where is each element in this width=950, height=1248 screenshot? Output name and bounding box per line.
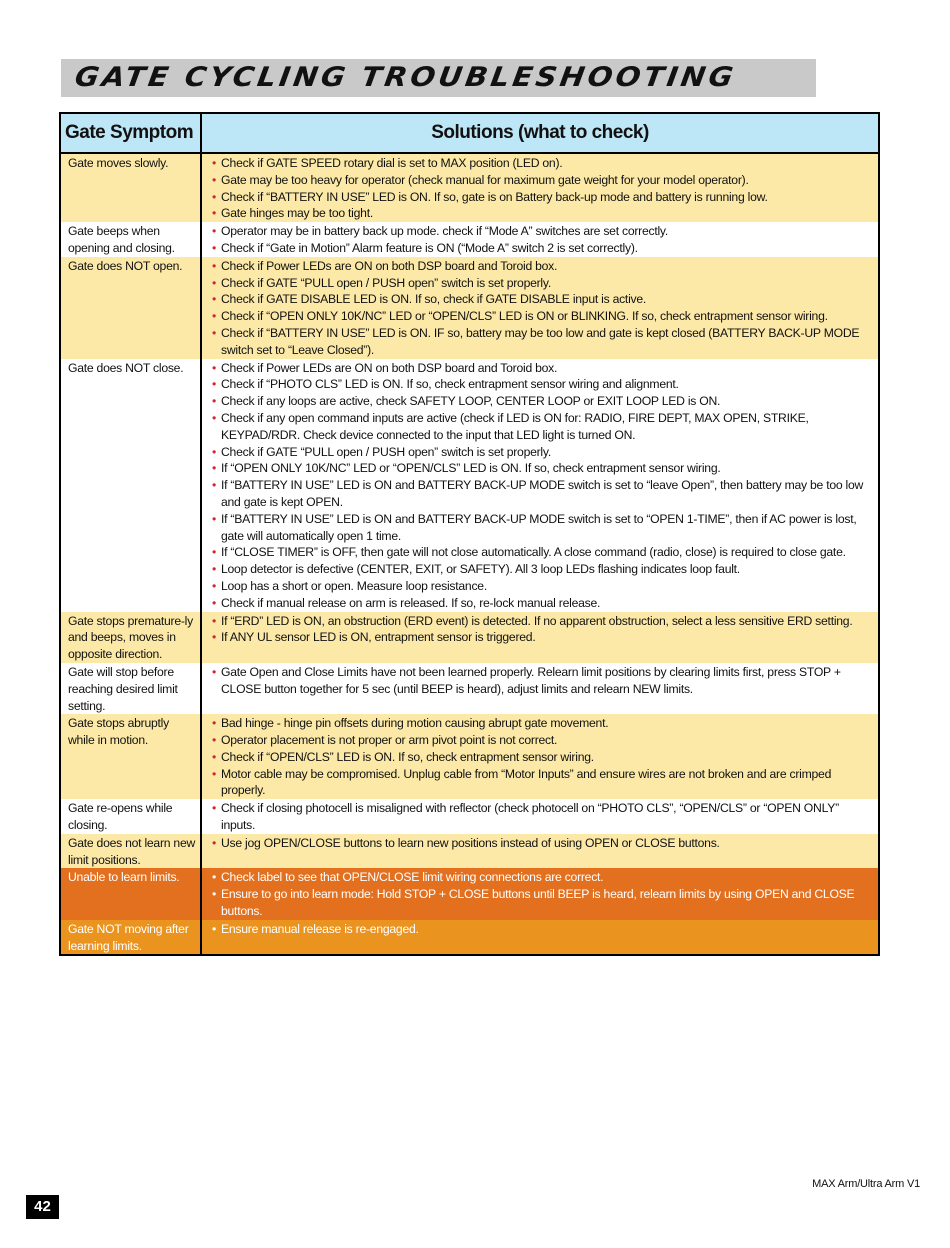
title-bar [61, 59, 816, 97]
solution-item: • If “BATTERY IN USE” LED is ON and BATTERY BACK-UP MODE switch is set to “leave Open”, then battery may be too low and gate is kept OPEN. [212, 477, 876, 511]
table-row [61, 257, 878, 359]
solution-item: • Check if “BATTERY IN USE” LED is ON. If so, gate is on Battery back-up mode and battery is running low. [212, 189, 876, 206]
page-number: 42 [26, 1195, 59, 1219]
solution-item: • If “OPEN ONLY 10K/NC” LED or “OPEN/CLS” LED is ON. If so, check entrapment sensor wiring. [212, 460, 876, 477]
solution-item: • Check if manual release on arm is released. If so, re-lock manual release. [212, 595, 876, 612]
table-row [61, 663, 878, 714]
solutions-cell [201, 714, 878, 799]
solution-item: • If “ERD” LED is ON, an obstruction (ERD event) is detected. If no apparent obstruction, select a less sensitive ERD setting. [212, 613, 876, 630]
table-header-row [61, 114, 878, 153]
solutions-list [212, 664, 876, 698]
symptom-cell: Gate does NOT open. [61, 257, 201, 359]
solution-item: • Ensure to go into learn mode: Hold STOP + CLOSE buttons until BEEP is heard, relearn limits by using OPEN and CLOSE buttons. [212, 886, 876, 920]
header-gate-symptom: Gate Symptom [61, 114, 201, 153]
solutions-cell [201, 153, 878, 222]
solution-item: • If ANY UL sensor LED is ON, entrapment sensor is triggered. [212, 629, 876, 646]
solution-item: • Gate may be too heavy for operator (check manual for maximum gate weight for your model operator). [212, 172, 876, 189]
solution-item: • Check if “PHOTO CLS” LED is ON. If so, check entrapment sensor wiring and alignment. [212, 376, 876, 393]
solution-item: • Gate Open and Close Limits have not been learned properly. Relearn limit positions by clearing limits first, press STOP + CLOSE button together for 5 sec (until BEEP is heard), adjust limits and relearn NEW limits. [212, 664, 876, 698]
symptom-cell: Gate NOT moving after learning limits. [61, 920, 201, 955]
solutions-cell [201, 612, 878, 663]
table-row [61, 153, 878, 222]
table-row [61, 714, 878, 799]
page-title: GATE CYCLING TROUBLESHOOTING [72, 62, 739, 93]
solution-item: • Check if Power LEDs are ON on both DSP board and Toroid box. [212, 258, 876, 275]
solution-item: • Check if “OPEN/CLS” LED is ON. If so, check entrapment sensor wiring. [212, 749, 876, 766]
solutions-list [212, 800, 876, 834]
solution-item: • Loop detector is defective (CENTER, EXIT, or SAFETY). All 3 loop LEDs flashing indicates loop fault. [212, 561, 876, 578]
footer-text: MAX Arm/Ultra Arm V1 [812, 1178, 920, 1190]
troubleshooting-table [59, 112, 880, 956]
solutions-cell [201, 799, 878, 834]
table-row [61, 799, 878, 834]
solution-item: • Check if GATE SPEED rotary dial is set to MAX position (LED on). [212, 155, 876, 172]
solutions-list [212, 613, 876, 647]
solution-item: • Loop has a short or open. Measure loop resistance. [212, 578, 876, 595]
solutions-list [212, 869, 876, 919]
solutions-list [212, 835, 876, 852]
solutions-cell [201, 257, 878, 359]
symptom-cell: Gate re-opens while closing. [61, 799, 201, 834]
table-row [61, 920, 878, 955]
solution-item: • Operator placement is not proper or arm pivot point is not correct. [212, 732, 876, 749]
table-body [61, 153, 878, 954]
solution-item: • Check if GATE “PULL open / PUSH open” switch is set properly. [212, 275, 876, 292]
solutions-list [212, 155, 876, 222]
solutions-list [212, 223, 876, 257]
solution-item: • Operator may be in battery back up mode. check if “Mode A” switches are set correctly. [212, 223, 876, 240]
solution-item: • Check if any open command inputs are active (check if LED is ON for: RADIO, FIRE DEPT, MAX OPEN, STRIKE, KEYPAD/RDR. Check device connected to the input that LED light is turned ON. [212, 410, 876, 444]
symptom-cell: Gate does NOT close. [61, 359, 201, 612]
solutions-cell [201, 663, 878, 714]
table-row [61, 359, 878, 612]
symptom-cell: Gate beeps when opening and closing. [61, 222, 201, 257]
solution-item: • Check if Power LEDs are ON on both DSP board and Toroid box. [212, 360, 876, 377]
symptom-cell: Unable to learn limits. [61, 868, 201, 919]
symptom-cell: Gate will stop before reaching desired limit setting. [61, 663, 201, 714]
solution-item: • Check if GATE DISABLE LED is ON. If so, check if GATE DISABLE input is active. [212, 291, 876, 308]
solution-item: • Gate hinges may be too tight. [212, 205, 876, 222]
table-row [61, 868, 878, 919]
solutions-list [212, 921, 876, 938]
solution-item: • Check if “BATTERY IN USE” LED is ON. IF so, battery may be too low and gate is kept closed (BATTERY BACK-UP MODE switch set to “Leave Closed”). [212, 325, 876, 359]
solution-item: • Check if any loops are active, check SAFETY LOOP, CENTER LOOP or EXIT LOOP LED is ON. [212, 393, 876, 410]
solution-item: • If “CLOSE TIMER” is OFF, then gate will not close automatically. A close command (radio, close) is required to close gate. [212, 544, 876, 561]
solutions-list [212, 360, 876, 612]
solutions-cell [201, 868, 878, 919]
solution-item: • Check if closing photocell is misaligned with reflector (check photocell on “PHOTO CLS”, “OPEN/CLS” or “OPEN ONLY” inputs. [212, 800, 876, 834]
solution-item: • Motor cable may be compromised. Unplug cable from “Motor Inputs” and ensure wires are not broken and are crimped properly. [212, 766, 876, 800]
solutions-list [212, 258, 876, 359]
table-row [61, 222, 878, 257]
table-row [61, 834, 878, 869]
solutions-list [212, 715, 876, 799]
solutions-cell [201, 222, 878, 257]
solutions-cell [201, 359, 878, 612]
header-solutions: Solutions (what to check) [201, 114, 878, 153]
symptom-cell: Gate does not learn new limit positions. [61, 834, 201, 869]
solutions-cell [201, 920, 878, 955]
solutions-cell [201, 834, 878, 869]
solution-item: • Bad hinge - hinge pin offsets during motion causing abrupt gate movement. [212, 715, 876, 732]
solution-item: • Check if “Gate in Motion” Alarm feature is ON (“Mode A” switch 2 is set correctly). [212, 240, 876, 257]
symptom-cell: Gate stops premature-ly and beeps, moves in opposite direction. [61, 612, 201, 663]
solution-item: • Check if “OPEN ONLY 10K/NC” LED or “OPEN/CLS” LED is ON or BLINKING. If so, check entrapment sensor wiring. [212, 308, 876, 325]
solution-item: • Check if GATE “PULL open / PUSH open” switch is set properly. [212, 444, 876, 461]
solution-item: • If “BATTERY IN USE” LED is ON and BATTERY BACK-UP MODE switch is set to “OPEN 1-TIME”, then if AC power is lost, gate will automatically open 1 time. [212, 511, 876, 545]
symptom-cell: Gate moves slowly. [61, 153, 201, 222]
solution-item: • Use jog OPEN/CLOSE buttons to learn new positions instead of using OPEN or CLOSE buttons. [212, 835, 876, 852]
symptom-cell: Gate stops abruptly while in motion. [61, 714, 201, 799]
table-row [61, 612, 878, 663]
solution-item: • Ensure manual release is re-engaged. [212, 921, 876, 938]
solution-item: • Check label to see that OPEN/CLOSE limit wiring connections are correct. [212, 869, 876, 886]
